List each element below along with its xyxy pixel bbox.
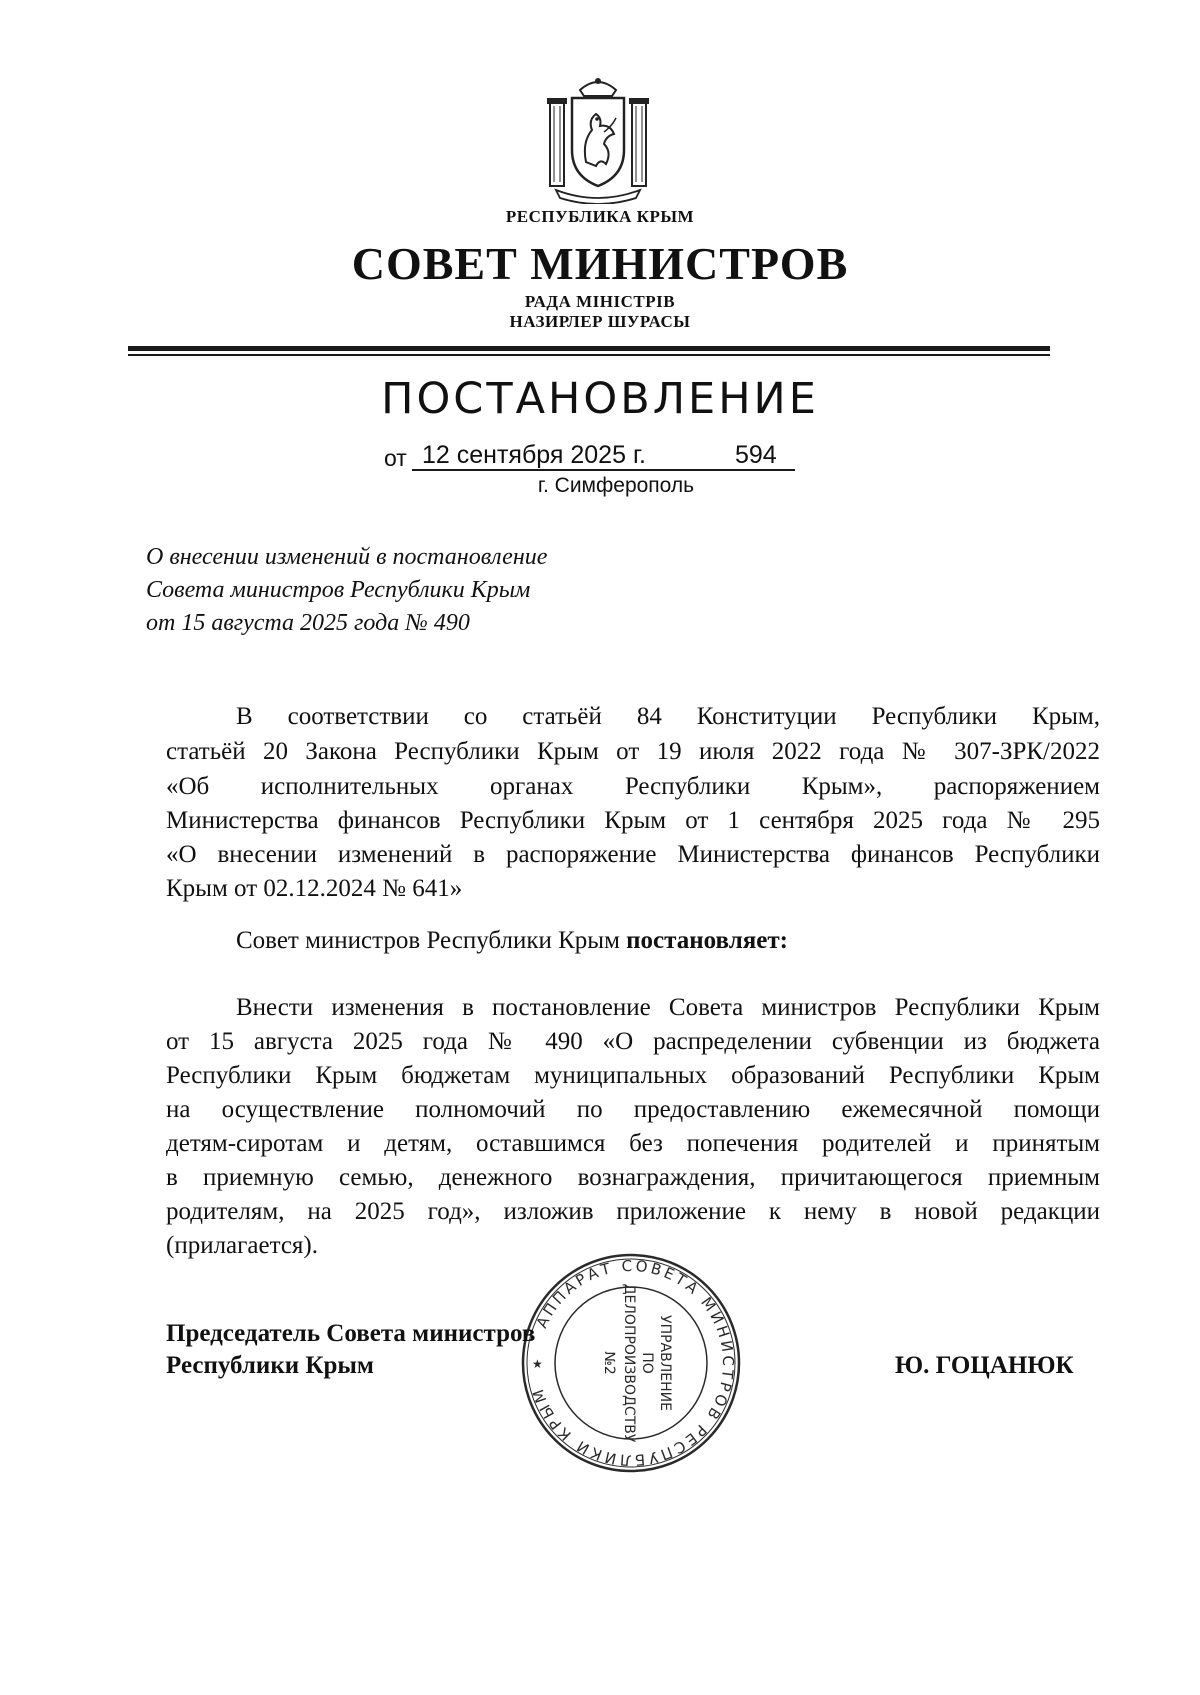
date-underline: [412, 469, 795, 471]
preamble-line: статьёй 20 Закона Республики Крым от 19 июля 2022 года № 307-ЗРК/2022: [166, 738, 1100, 765]
subject-line: Совета министров Республики Крым: [146, 577, 531, 603]
seal-inner-line: ПО: [639, 1352, 655, 1374]
council-name: СОВЕТ МИНИСТРОВ: [351, 238, 849, 289]
preamble-line: В соответствии со статьёй 84 Конституции Республики Крым,: [236, 703, 1100, 730]
document-date: 12 сентября 2025 г.: [422, 441, 646, 469]
republic-name: РЕСПУБЛИКА КРЫМ: [505, 207, 695, 226]
council-name-crimean-tatar: НАЗИРЛЕР ШУРАСЫ: [509, 312, 691, 331]
operative-line: Внести изменения в постановление Совета министров Республики Крым: [236, 994, 1100, 1021]
subject-line: от 15 августа 2025 года № 490: [146, 610, 470, 636]
decree-statement: [236, 927, 788, 955]
official-seal-stamp: [518, 1250, 744, 1476]
document-number: 594: [735, 441, 777, 469]
operative-line: родителям, на 2025 год», изложив приложение к нему в новой редакции: [166, 1198, 1100, 1225]
document-city: г. Симферополь: [537, 474, 695, 497]
subject-line: О внесении изменений в постановление: [146, 544, 548, 570]
operative-line: детям-сиротам и детям, оставшимся без попечения родителей и принятым: [166, 1130, 1100, 1157]
header-rule-thick: [128, 346, 1050, 351]
seal-inner-line: УПРАВЛЕНИЕ: [657, 1315, 673, 1411]
decree-text: Совет министров Республики Крым: [236, 927, 627, 954]
operative-line: Республики Крым бюджетам муниципальных образований Республики Крым: [166, 1062, 1100, 1089]
council-name-ukrainian: РАДА МІНІСТРІВ: [524, 292, 676, 311]
header-rule-thin: [128, 354, 1050, 356]
preamble-line: Министерства финансов Республики Крым от 1 сентября 2025 года № 295: [166, 807, 1100, 834]
svg-text:★: ★: [532, 1357, 543, 1371]
operative-line: от 15 августа 2025 года № 490 «О распределении субвенции из бюджета: [166, 1028, 1100, 1055]
signatory-title-line: Республики Крым: [166, 1352, 374, 1379]
operative-line: на осуществление полномочий по предоставлению ежемесячной помощи: [166, 1096, 1100, 1123]
preamble-line: «Об исполнительных органах Республики Крым», распоряжением: [166, 773, 1100, 800]
preamble-line: Крым от 02.12.2024 № 641»: [166, 875, 463, 902]
seal-outer-text: АППАРАТ СОВЕТА МИНИСТРОВ РЕСПУБЛИКИ КРЫМ: [528, 1256, 738, 1470]
signatory-title-line: Председатель Совета министров: [166, 1320, 536, 1347]
seal-inner-line: ДЕЛОПРОИЗВОДСТВУ: [621, 1283, 637, 1443]
coat-of-arms-emblem: [542, 72, 654, 204]
decree-verb: постановляет:: [626, 927, 788, 954]
operative-line: в приемную семью, денежного вознаграждения, причитающегося приемным: [166, 1164, 1100, 1191]
seal-inner-line: №2: [601, 1351, 617, 1375]
preamble-line: «О внесении изменений в распоряжение Министерства финансов Республики: [166, 841, 1100, 868]
operative-line: (прилагается).: [166, 1232, 319, 1259]
signatory-name: Ю. ГОЦАНЮК: [895, 1352, 1074, 1379]
date-prefix: от: [384, 445, 407, 471]
document-type: ПОСТАНОВЛЕНИЕ: [381, 374, 819, 424]
